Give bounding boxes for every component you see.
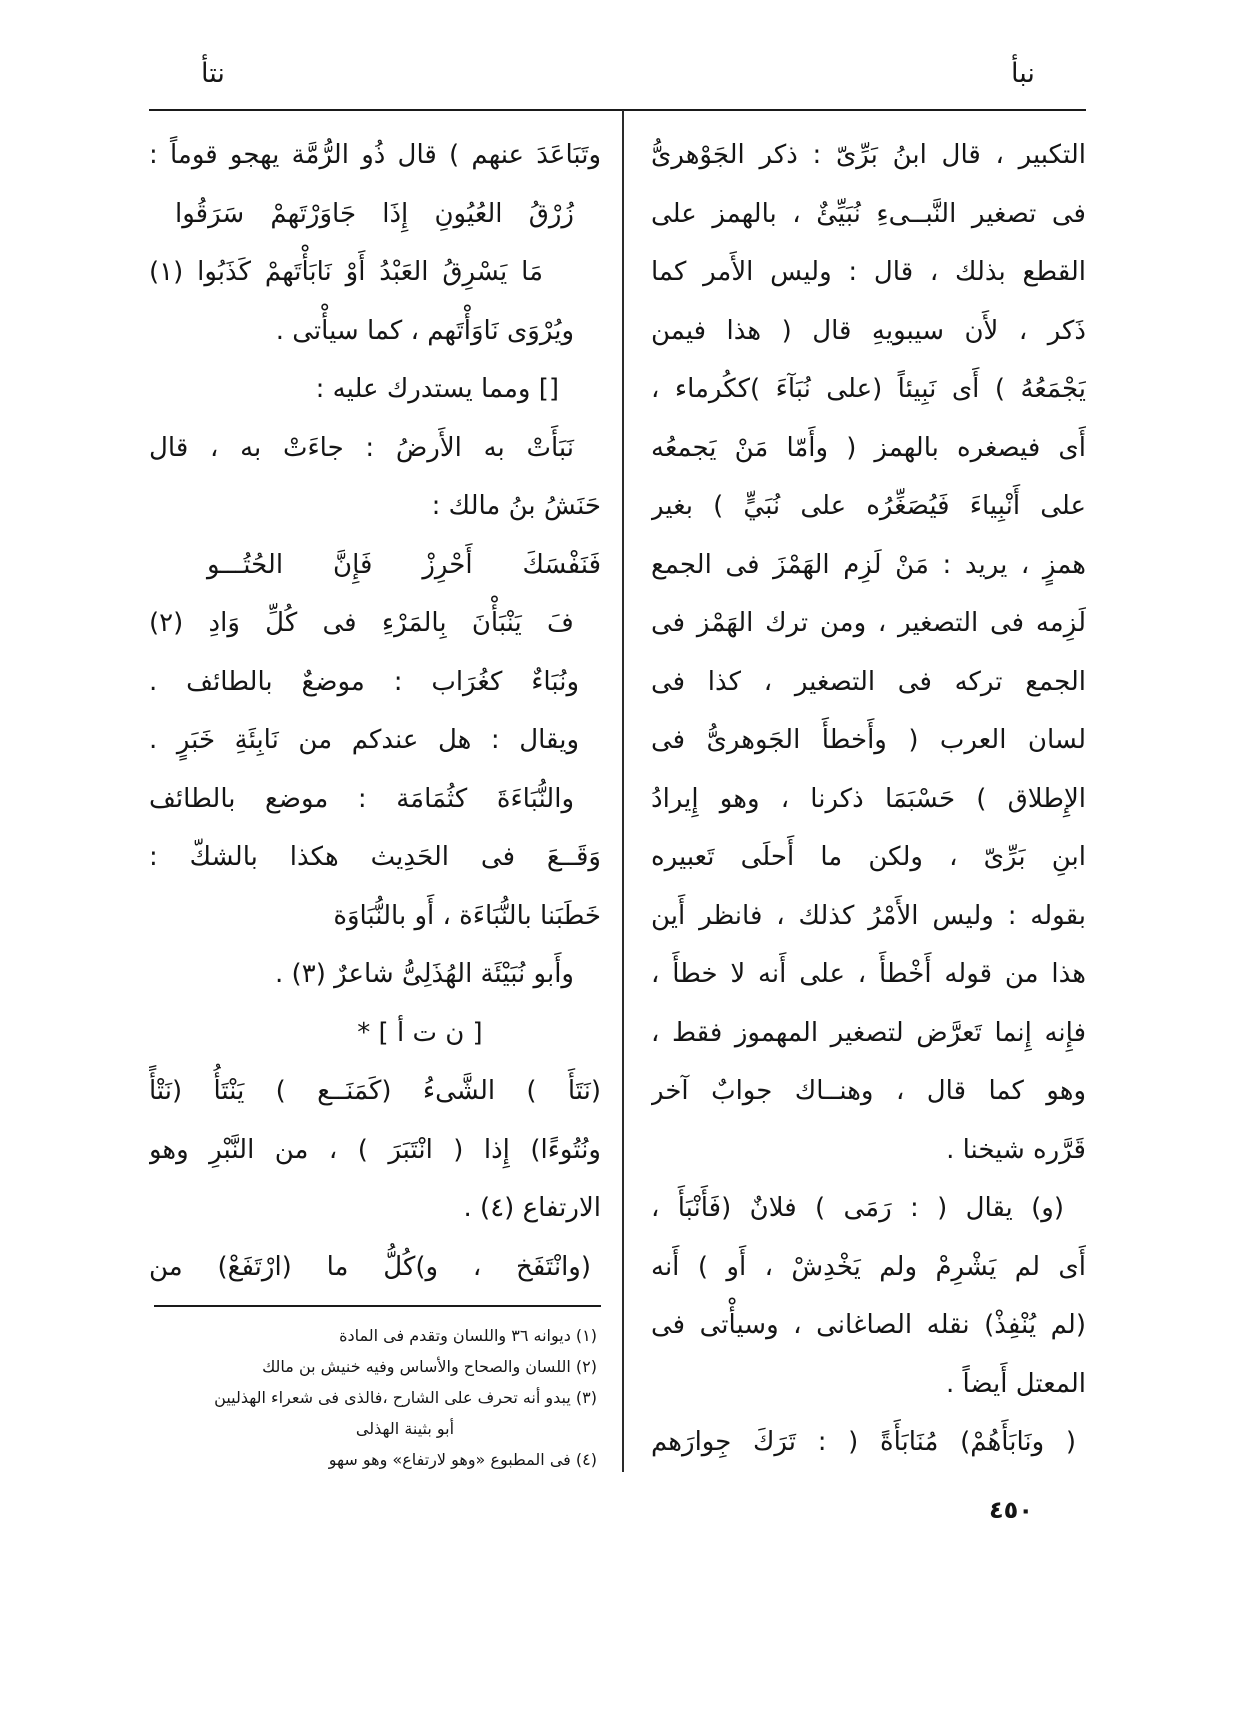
- running-head-left: نتأ: [201, 58, 225, 89]
- section-heading-additions: [] ومما يستدرك عليه :: [315, 374, 559, 404]
- right-column-line: ذَكر ، لأَن سيبويهِ قال ( هذا فيمن: [651, 315, 1086, 346]
- left-column-line: الارتفاع (٤) .: [463, 1193, 601, 1223]
- left-column-line: ويُرْوَى نَاوَأْتَهم ، كما سيأْتى .: [275, 315, 574, 346]
- right-column-line: ( ونَابَأَهُمْ) مُنَابَأَةً ( : تَرَكَ جِوارَهم: [651, 1427, 1076, 1457]
- footnote-line: (١) ديوانه ٣٦ واللسان وتقدم فى المادة: [339, 1326, 597, 1345]
- right-column-line: لَزِمه فى التصغير ، ومن ترك الهَمْز فى: [651, 608, 1086, 638]
- right-column-line: (لم يُنْفِذْ) نقله الصاغانى ، وسيأْتى فى: [651, 1310, 1086, 1340]
- left-column-line: ونُتُوءًا) إِذا ( انْتَبَرَ ) ، من النَّبْرِ وهو: [149, 1134, 601, 1165]
- left-column-line: (وانْتَفَخ ، و)كُلُّ ما (ارْتَفَعْ) من: [149, 1251, 591, 1282]
- right-column-line: المعتل أَيضاً .: [946, 1368, 1086, 1399]
- right-column-line: القطع بذلك ، قال : وليس الأَمر كما: [651, 257, 1086, 287]
- footnote-line: (٤) فى المطبوع «وهو لارتفاع» وهو سهو: [328, 1450, 597, 1469]
- left-column-line: خَطَبَنا بالنُّبَاءَة ، أَو بالنُّبَاوَة: [333, 900, 601, 931]
- page-number: ٤٥٠: [989, 1496, 1033, 1524]
- verse-line: زُرْقُ العُيُونِ إِذَا جَاوَرْتَهمْ سَرَقُوا: [175, 198, 574, 229]
- left-column-line: ونُبَاءٌ كغُرَاب : موضعٌ بالطائف .: [149, 666, 579, 697]
- right-column-line: فإِنه إِنما تَعرَّض لتصغير المهموز فقط ،: [651, 1017, 1086, 1048]
- right-column-line: قَرَّره شيخنا .: [946, 1134, 1086, 1165]
- right-column-line: أَى لم يَشْرِمْ ولم يَخْدِشْ ، أَو ) أَنه: [651, 1251, 1086, 1282]
- left-column-line: حَنَشُ بنُ مالك :: [431, 491, 601, 521]
- right-column-line: لسان العرب ( وأَخطأَ الجَوهرىُّ فى: [651, 725, 1086, 755]
- verse-line: فَنَفْسَكَ أَحْرِزْ فَإِنَّ الحُتُـــو: [207, 549, 601, 580]
- right-column-line: ابنِ بَرِّىّ ، ولكن ما أَحلَى تَعبيره: [651, 842, 1086, 872]
- footnote-line: أبو بثينة الهذلى: [355, 1419, 455, 1438]
- left-column-line: ويقال : هل عندكم من نَابِئَةِ خَبَرٍ .: [149, 725, 579, 755]
- footnote-line: (٣) يبدو أنه تحرف على الشارح ،فالذى فى شعراء الهذليين: [214, 1388, 597, 1407]
- left-column-line: وتَبَاعَدَ عنهم ) قال ذُو الرُّمَّة يهجو قوماً :: [149, 140, 601, 170]
- verse-line: مَا يَسْرِقُ العَبْدُ أَوْ نَابَأْتَهمْ كَذَبُوا (١): [149, 257, 543, 287]
- right-column-line: هذا من قوله أَخْطأَ ، على أَنه لا خطأَ ،: [651, 959, 1086, 989]
- right-column-line: (و) يقال ( : رَمَى ) فلانٌ (فَأَنْبَأَ ،: [651, 1193, 1064, 1223]
- left-column-line: (نَتَأَ ) الشَّىءُ (كَمَنَــع ) يَنْتَأُ (نَتْأً: [149, 1076, 601, 1106]
- footnote-line: (٢) اللسان والصحاح والأساس وفيه خنيش بن مالك: [262, 1357, 597, 1376]
- right-column-line: أَى فيصغره بالهمز ( وأَمّا مَنْ يَجمعُه: [651, 432, 1086, 463]
- left-column: [149, 126, 601, 1296]
- verse-line: فَ يَنْبَأْنَ بِالمَرْءِ فى كُلِّ وَادِ (٢): [149, 608, 574, 638]
- running-head-right: نبأ: [1011, 58, 1035, 89]
- right-column: [651, 126, 1086, 1472]
- footnotes: [149, 1320, 601, 1475]
- right-column-line: فى تصغير النَّبــىءِ نُبَيِّئٌ ، بالهمز على: [651, 198, 1086, 229]
- left-column-line: وَقَــعَ فى الحَدِيث هكذا بالشكّ :: [149, 842, 601, 872]
- right-column-line: الإِطلاق ) حَسْبَمَا ذكرنا ، وهو إِيرادُ: [651, 783, 1086, 814]
- header-rule: [149, 109, 1086, 111]
- right-column-line: على أَنْبِياءَ فَيُصَغِّرُه على نُبَيٍّ ) بغير: [651, 491, 1086, 521]
- right-column-line: الجمع تركه فى التصغير ، كذا فى: [651, 666, 1086, 697]
- column-divider: [622, 110, 624, 1472]
- left-column-line: والنُّبَاءَةَ كثُمَامَة : موضع بالطائف: [149, 783, 574, 814]
- entry-heading: [ ن ت أ ] *: [357, 1017, 483, 1048]
- left-column-line: وأَبو نُبَيْئَة الهُذَلِىُّ شاعرٌ (٣) .: [275, 959, 574, 989]
- right-column-line: يَجْمَعُهُ ) أَى نَبِيئاً (على نُبَآءَ )ككُرماء ،: [651, 374, 1086, 404]
- footnote-rule: [154, 1305, 601, 1307]
- right-column-line: التكبير ، قال ابنُ بَرِّىّ : ذكر الجَوْهرىُّ: [651, 140, 1086, 170]
- right-column-line: وهو كما قال ، وهنــاك جوابٌ آخر: [651, 1076, 1086, 1106]
- left-column-line: نَبَأَتْ به الأَرضُ : جاءَتْ به ، قال: [149, 432, 574, 463]
- right-column-line: همزٍ ، يريد : مَنْ لَزِم الهَمْزَ فى الجمع: [651, 549, 1086, 580]
- right-column-line: بقوله : وليس الأَمْرُ كذلك ، فانظر أَين: [651, 900, 1086, 931]
